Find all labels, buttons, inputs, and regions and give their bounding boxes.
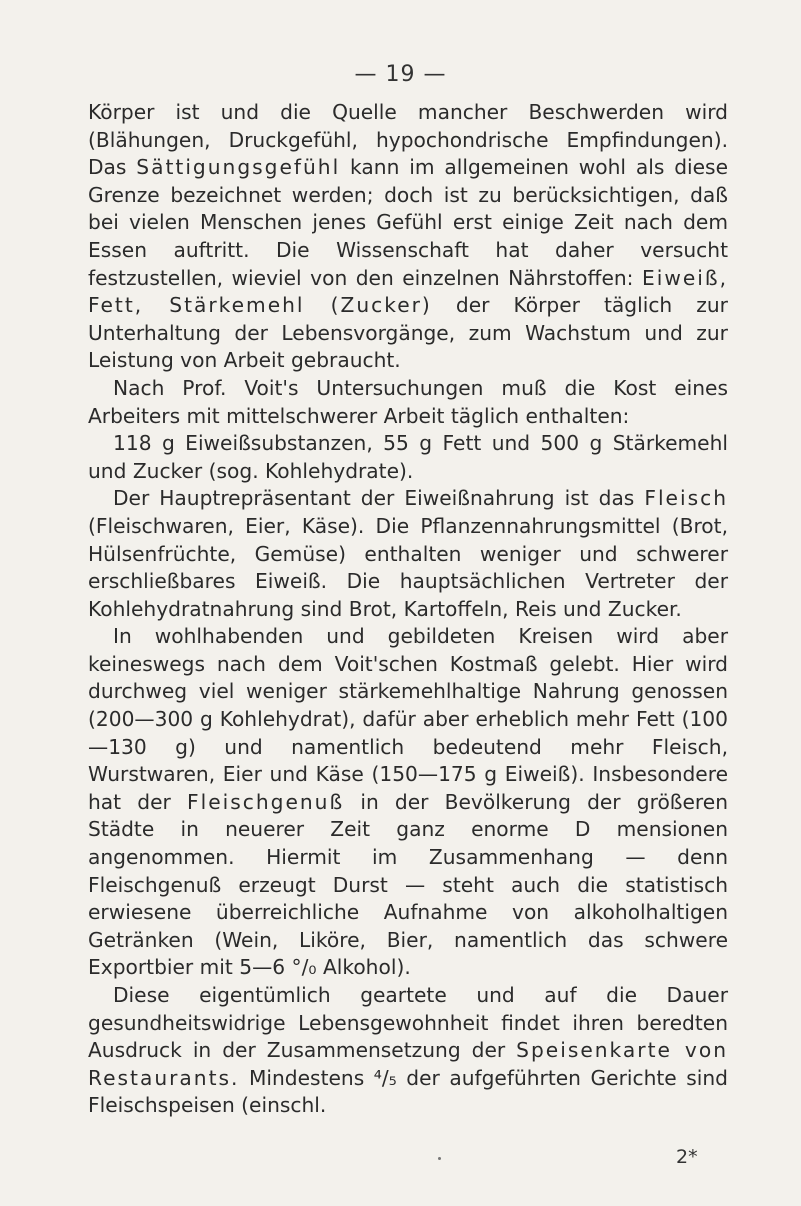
text-run: (Fleischwaren, Eier, Käse). Die Pflanzennahrungsmittel (Brot, Hülsenfrüchte, Gemüse) enthalten weniger und schwerer erschließbares Eiweiß. Die hauptsächlichen Vertreter der Kohlehydratnahrung sind Brot, Kartoffeln, Reis und Zucker. [88,513,728,621]
paragraph-p4 [88,485,728,623]
text-run: Körper ist und die Quelle mancher Beschwerden wird (Blähungen, Druckgefühl, hypochondrische Empfindungen). Das [88,100,728,180]
text-run: der Körper täglich zur Unterhaltung der Lebensvorgänge, zum Wachstum und zur Leistung von Arbeit gebraucht. [88,293,728,373]
paragraph-p5 [88,623,728,982]
text-run: in der Bevölkerung der größeren Städte in neuerer Zeit ganz enorme D mensionen angenommen. Hiermit im Zusammenhang — denn Fleischgenuß erzeugt Durst — steht auch die statistisch erwiesene überreichliche Aufnahme von alkoholhaltigen Getränken (Wein, Liköre, Bier, namentlich das schwere Exportbier mit 5—6 °/₀ Alkohol). [88,789,728,980]
paragraph-p3 [88,430,728,485]
signature-mark: 2* [676,1146,698,1168]
text-run: Mindestens ⁴/₅ der aufgeführten Gerichte sind Fleischspeisen (einschl. [88,1065,728,1118]
text-run: 118 g Eiweißsubstanzen, 55 g Fett und 500 g Stärkemehl und Zucker (sog. Kohlehydrate). [88,431,728,483]
emphasized-term: Speisenkarte von Restaurants. [88,1038,728,1090]
emphasized-term: Fleischgenuß [186,789,345,814]
text-run: In wohlhabenden und gebildeten Kreisen wird aber keineswegs nach dem Voit'schen Kostmaß gelebt. Hier wird durchweg viel weniger stärkemehlhaltige Nahrung genossen (200—300 g Kohlehydrat), dafür aber erheblich mehr Fett (100—130 g) und namentlich bedeutend mehr Fleisch, Wurstwaren, Eier und Käse (150—175 g Eiweiß). Insbesondere hat der [88,624,728,814]
text-run: Nach Prof. Voit's Untersuchungen muß die Kost eines Arbeiters mit mittelschwerer Arbeit täglich enthalten: [88,375,728,428]
body-text [88,99,728,1120]
text-run: kann im allgemeinen wohl als diese Grenze bezeichnet werden; doch ist zu berücksichtigen, daß bei vielen Menschen jenes Gefühl erst einige Zeit nach dem Essen auftritt. Die Wissenschaft hat daher versucht festzustellen, wieviel von den einzelnen Nährstoffen: [88,155,728,290]
emphasized-term: Sättigungsgefühl [136,155,341,180]
text-run: Diese eigentümlich geartete und auf die Dauer gesundheitswidrige Lebensgewohnheit findet ihren beredten Ausdruck in der Zusammensetzung der [88,983,728,1063]
text-run: Der Hauptrepräsentant der Eiweißnahrung ist das [113,486,645,511]
paragraph-p6 [88,982,728,1120]
page-number: — 19 — [354,62,447,87]
print-speck [438,1157,441,1160]
emphasized-term: Fleisch [644,486,728,511]
emphasized-term: Eiweiß, Fett, Stärkemehl (Zucker) [88,265,728,318]
paragraph-p2 [88,375,728,430]
paragraph-p1 [88,99,728,375]
